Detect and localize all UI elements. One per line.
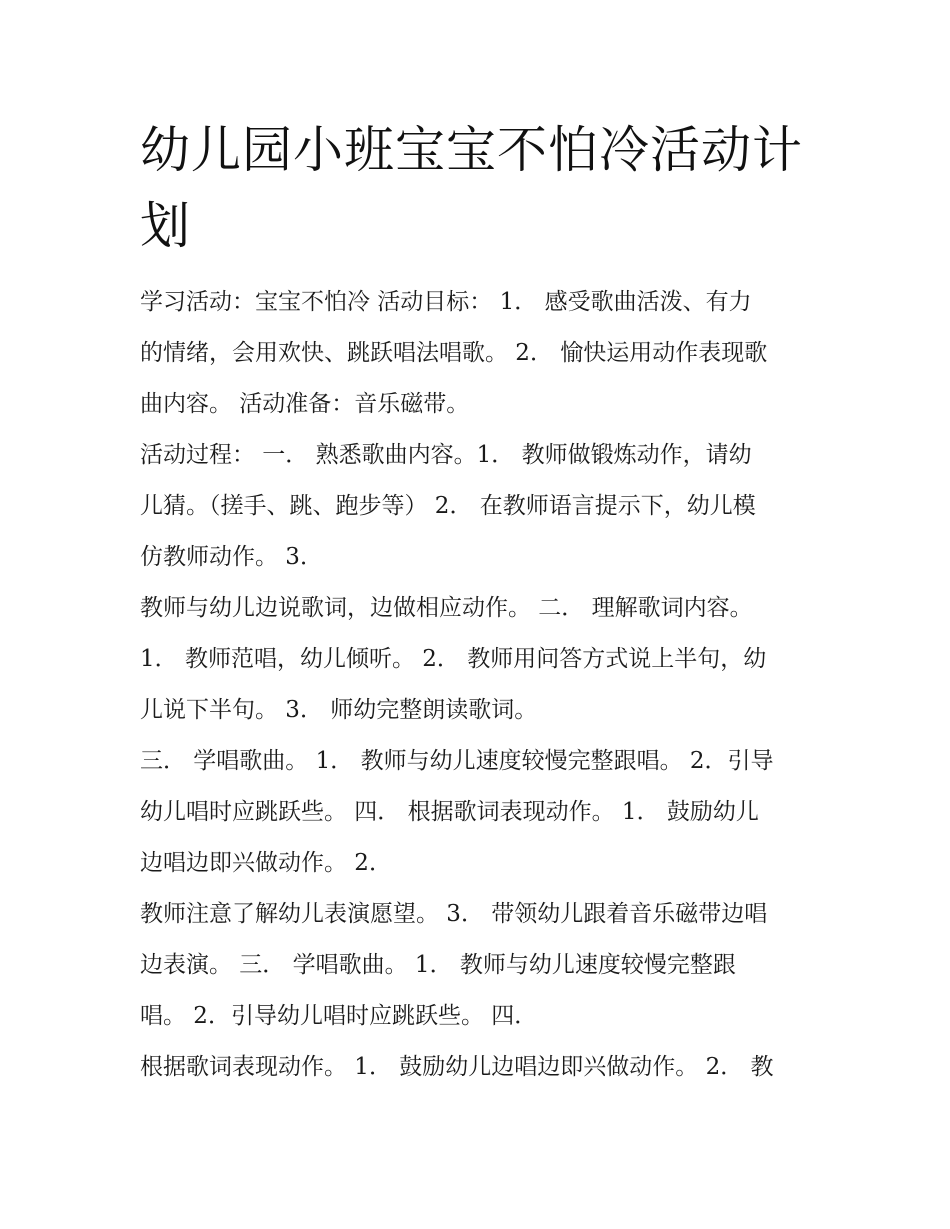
body-line: 教师注意了解幼儿表演愿望。 3． 带领幼儿跟着音乐磁带边唱 [140,901,768,927]
body-line: 的情绪，会用欢快、跳跃唱法唱歌。 2． 愉快运用动作表现歌 [140,340,768,366]
document-body [140,277,820,1093]
body-line: 儿说下半句。 3． 师幼完整朗读歌词。 [140,697,538,723]
body-line: 教师与幼儿边说歌词，边做相应动作。 二． 理解歌词内容。 [140,595,753,621]
body-line: 根据歌词表现动作。 1． 鼓励幼儿边唱边即兴做动作。 2． 教 [140,1054,774,1080]
body-line: 儿猜。（搓手、跳、跑步等） 2． 在教师语言提示下，幼儿模 [140,493,756,519]
body-line: 幼儿唱时应跳跃些。 四． 根据歌词表现动作。 1． 鼓励幼儿 [140,799,759,825]
body-line: 学习活动：宝宝不怕冷 活动目标： 1． 感受歌曲活泼、有力 [140,289,752,315]
body-line: 边表演。 三． 学唱歌曲。 1． 教师与幼儿速度较慢完整跟 [140,952,736,978]
body-line: 1． 教师范唱，幼儿倾听。 2． 教师用问答方式说上半句，幼 [140,646,767,672]
body-line: 边唱边即兴做动作。 2． [140,850,392,876]
body-line: 活动过程： 一． 熟悉歌曲内容。1． 教师做锻炼动作，请幼 [140,442,752,468]
document-title: 幼儿园小班宝宝不怕冷活动计划 [140,121,803,255]
body-line: 三． 学唱歌曲。 1． 教师与幼儿速度较慢完整跟唱。 2．引导 [140,748,774,774]
body-line: 唱。 2．引导幼儿唱时应跳跃些。 四． [140,1003,538,1029]
body-line: 曲内容。 活动准备：音乐磁带。 [140,391,470,417]
body-line: 仿教师动作。 3． [140,544,323,570]
